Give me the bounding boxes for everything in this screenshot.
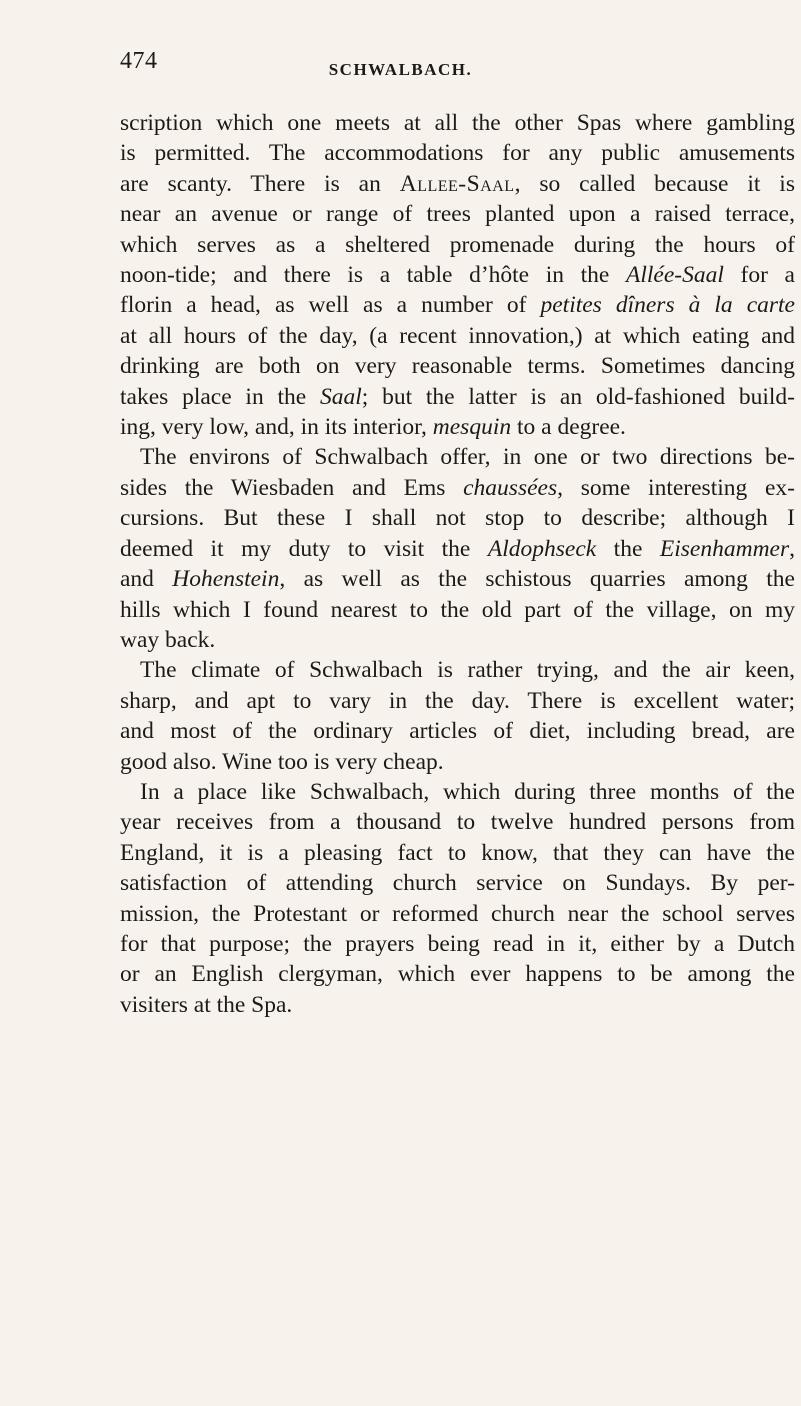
text-line: visiters at the Spa. — [120, 991, 293, 1018]
text-line: and Hohenstein, as well as the schistous quarries among the — [120, 566, 795, 593]
text-line: which serves as a sheltered promenade during the hours of — [120, 231, 795, 258]
body-text — [120, 108, 795, 1020]
text-line: near an avenue or range of trees planted upon a raised terrace, — [120, 201, 795, 228]
text-line: cursions. But these I shall not stop to describe; although I — [120, 505, 795, 532]
italic-term: Allée-Saal — [626, 262, 724, 289]
text-line: way back. — [120, 626, 216, 653]
text-line: sharp, and apt to vary in the day. There is excellent water; — [120, 687, 795, 714]
text-line: The environs of Schwalbach offer, in one or two directions be- — [140, 444, 795, 471]
text-line: good also. Wine too is very cheap. — [120, 748, 444, 775]
page-number: 474 — [120, 48, 158, 74]
italic-term: Hohenstein — [172, 566, 280, 593]
italic-term: Eisenhammer — [659, 535, 790, 562]
italic-term: petites dîners à la carte — [540, 292, 795, 319]
text-line: and most of the ordinary articles of diet, including bread, are — [120, 718, 795, 745]
text-line: England, it is a pleasing fact to know, that they can have the — [120, 839, 795, 866]
text-line: deemed it my duty to visit the Aldophseck the Eisenhammer, — [120, 535, 795, 562]
running-head: SCHWALBACH. — [328, 60, 473, 79]
text-line: ing, very low, and, in its interior, mesquin to a degree. — [120, 414, 626, 441]
text-line: The climate of Schwalbach is rather trying, and the air keen, — [140, 657, 795, 684]
text-line: year receives from a thousand to twelve hundred persons from — [120, 809, 795, 836]
text-line: In a place like Schwalbach, which during three months of the — [140, 778, 795, 805]
text-line: scription which one meets at all the other Spas where gambling — [120, 110, 795, 136]
text-line: noon-tide; and there is a table d’hôte in the Allée-Saal for a — [120, 262, 795, 289]
page-header — [0, 48, 801, 88]
text-line: florin a head, as well as a number of petites dîners à la carte — [120, 292, 795, 319]
text-line: sides the Wiesbaden and Ems chaussées, some interesting ex- — [120, 474, 795, 501]
text-line: are scanty. There is an Allee-Saal, so called because it is — [120, 170, 795, 197]
text-line: satisfaction of attending church service on Sundays. By per- — [120, 870, 795, 897]
text-line: mission, the Protestant or reformed church near the school serves — [120, 900, 795, 927]
text-line: at all hours of the day, (a recent innovation,) at which eating and — [120, 322, 795, 349]
text-line: takes place in the Saal; but the latter is an old-fashioned build- — [120, 383, 795, 410]
text-line: for that purpose; the prayers being read in it, either by a Dutch — [120, 930, 795, 957]
text-line: hills which I found nearest to the old part of the village, on my — [120, 596, 795, 623]
text-line: or an English clergyman, which ever happens to be among the — [120, 961, 795, 988]
italic-term: Saal — [319, 383, 362, 410]
text-line: drinking are both on very reasonable terms. Sometimes dancing — [120, 353, 795, 380]
italic-term: mesquin — [432, 414, 512, 441]
italic-term: Aldophseck — [487, 535, 597, 562]
small-caps-term: Allee-Saal — [399, 170, 515, 197]
text-line: is permitted. The accommodations for any public amusements — [120, 140, 795, 167]
italic-term: chaussées — [463, 474, 558, 501]
